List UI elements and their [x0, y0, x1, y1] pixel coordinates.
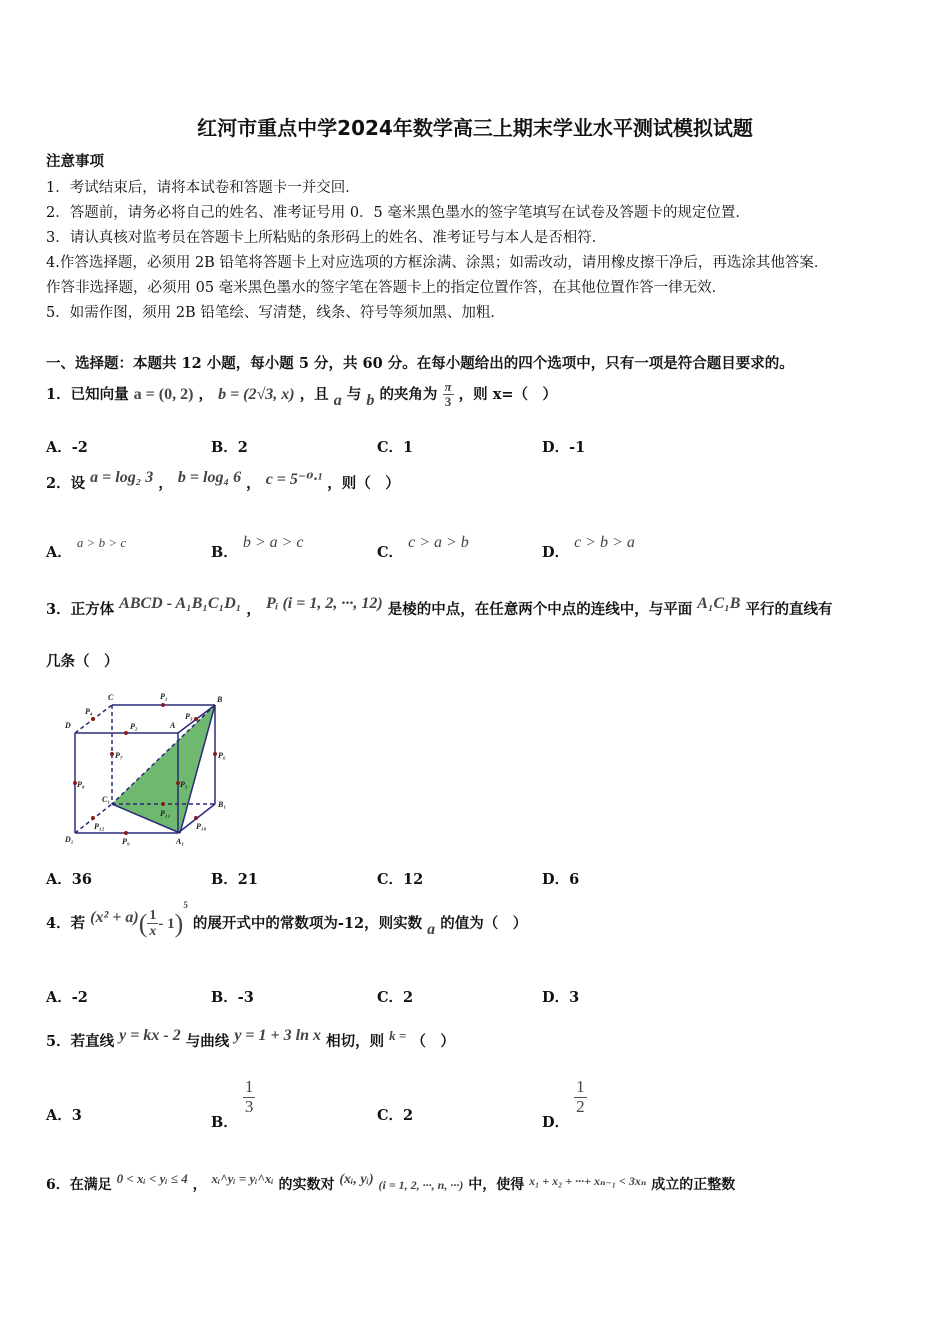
q5-frac-d: [574, 1078, 587, 1116]
q5-text2: 相切，则: [326, 1033, 385, 1050]
q3-option-d[interactable]: D．6: [542, 871, 580, 888]
fig-label: D₁: [65, 835, 74, 844]
fig-label: P₅: [180, 780, 188, 789]
notice-heading: 注意事项: [46, 153, 104, 170]
question-4: [46, 900, 528, 940]
q2-label-c: C．: [377, 544, 404, 561]
q2-option-b[interactable]: [211, 534, 304, 562]
q5-frac-b: [243, 1078, 256, 1116]
q4-frac: [147, 908, 158, 940]
fig-label: P₈: [77, 780, 85, 789]
q1-mid: ，且: [299, 385, 329, 403]
q2-option-c[interactable]: [377, 534, 469, 562]
notice-item: 3．请认真核对监考员在答题卡上所粘贴的条形码上的姓名、准考证号与本人是否相符．: [46, 230, 607, 246]
q1-num: 1．已知向量: [46, 385, 129, 403]
section-header: 一、选择题：本题共 12 小题，每小题 5 分，共 60 分。在每小题给出的四个选项中，只有一项是符合题目要求的。: [46, 355, 794, 372]
fig-label: P₁: [160, 692, 168, 701]
q2-a-def: a = log₂ 3: [90, 469, 154, 486]
fig-label: P₄: [85, 707, 93, 716]
q1-sep: ，: [198, 385, 213, 403]
q1-yu: 与: [346, 385, 362, 403]
q2-label-d: D．: [542, 544, 570, 561]
q2-expr-b: b > a > c: [242, 534, 304, 551]
q2-option-d[interactable]: [542, 534, 635, 562]
q6-ineq: x₁ + x₂ + ···+ xₙ₋₁ < 3xₙ: [529, 1174, 647, 1188]
q3-cube: ABCD - A₁B₁C₁D₁: [119, 595, 242, 612]
page-title: 红河市重点中学2024年数学高三上期末学业水平测试模拟试题: [197, 116, 753, 140]
q1-angle-den: 3: [444, 394, 452, 410]
q5-end: （ ）: [411, 1033, 455, 1050]
q3-text1: 是棱的中点，在任意两个中点的连线中，与平面: [387, 601, 693, 618]
q2-option-a[interactable]: [46, 535, 127, 562]
q2-expr-c: c > a > b: [408, 534, 469, 551]
q4-pow: 5: [183, 900, 188, 911]
notice-item: 4.作答选择题，必须用 2B 铅笔将答题卡上对应选项的方框涂满、涂黑；如需改动，请用橡皮擦干净后，再选涂其他答案．: [46, 255, 829, 271]
fig-label: P₁₂: [94, 822, 105, 831]
fig-label: P₃: [185, 712, 193, 721]
q5-label-c: C．: [377, 1107, 404, 1124]
q1-end: ，则 x=（ ）: [458, 385, 558, 403]
q2-label-b: B．: [211, 544, 238, 561]
q2-b-def: b = log₄ 6: [177, 469, 242, 486]
q5-value-a: 3: [71, 1107, 82, 1124]
q5-label-d: D．: [542, 1114, 570, 1132]
q5-option-c[interactable]: [377, 1104, 413, 1125]
q4-end: 的值为（ ）: [440, 914, 528, 932]
q2-num: 2．设: [46, 475, 86, 492]
q1-b: b: [366, 391, 375, 409]
q1-b-vec: b = (2√3, x): [218, 385, 295, 403]
fig-label: C₁: [102, 795, 111, 804]
q4-frac-num: 1: [149, 908, 157, 923]
q3-sep: ，: [246, 601, 261, 618]
q3-plane: A₁C₁B: [697, 595, 741, 612]
notice-item: 作答非选择题，必须用 05 毫米黑色墨水的签字笔在答题卡上的指定位置作答，在其他位置作答一律无效．: [46, 280, 727, 296]
q2-sep: ，: [246, 475, 261, 492]
q2-expr-a: a > b > c: [76, 535, 127, 550]
fig-label: P₁₀: [196, 822, 207, 831]
q4-a: a: [427, 920, 436, 938]
q5-value-c: 2: [403, 1107, 414, 1124]
q4-expr: (x² + a): [90, 908, 139, 926]
q4-paren: ): [174, 908, 184, 938]
fig-label: B: [217, 695, 223, 704]
q3-option-b[interactable]: B．21: [211, 871, 258, 888]
fig-label: P₉: [122, 837, 130, 846]
q5-option-a[interactable]: [46, 1104, 82, 1125]
fig-label: P₆: [218, 751, 226, 760]
q6-text2: 中，使得: [468, 1177, 525, 1193]
fig-label: C: [108, 693, 114, 702]
q5-label-a: A．: [46, 1107, 72, 1124]
q3-option-a[interactable]: A．36: [46, 871, 92, 888]
fig-label: D: [65, 721, 71, 730]
fig-label: P₁₁: [160, 809, 171, 818]
question-5: [46, 1027, 455, 1051]
cube-figure: [60, 688, 240, 850]
q3-line2: 几条（ ）: [46, 653, 119, 670]
q1-option-b[interactable]: B．2: [211, 439, 248, 456]
fig-label: A₁: [176, 837, 185, 846]
q3-text2: 平行的直线有: [745, 601, 833, 618]
q3-points: Pᵢ (i = 1, 2, ···, 12): [265, 595, 383, 612]
q6-num: 6．在满足: [46, 1177, 112, 1193]
notice-item: 2．答题前，请务必将自己的姓名、准考证号用 0．5 毫米黑色墨水的签字笔填写在试卷及答题卡的规定位置．: [46, 205, 750, 221]
question-1: [46, 380, 557, 410]
q4-option-d[interactable]: D．3: [542, 989, 580, 1006]
q2-end: ，则（ ）: [327, 475, 400, 492]
q1-a-vec: a = (0, 2): [133, 385, 194, 403]
q6-pair: (xᵢ, yᵢ): [339, 1172, 374, 1187]
q5-label-b: B．: [211, 1114, 238, 1132]
q5-curve: y = 1 + 3 ln x: [234, 1027, 322, 1044]
notice-item: 1．考试结束后，请将本试卷和答题卡一并交回．: [46, 180, 360, 196]
q5-num: 5．若直线: [46, 1033, 115, 1050]
q1-option-a[interactable]: A．-2: [46, 439, 88, 456]
question-3: [46, 595, 833, 619]
q4-minus: - 1: [158, 915, 175, 932]
q1-angle-text: 的夹角为: [379, 385, 438, 403]
q6-index: (i = 1, 2, ···, n, ···): [378, 1178, 464, 1192]
q6-cond2: xᵢ^yᵢ = yᵢ^xᵢ: [211, 1171, 274, 1186]
q1-angle-frac: [443, 380, 454, 410]
q1-angle-num: π: [444, 379, 452, 394]
question-2: [46, 469, 400, 493]
q5-frac-num: 1: [576, 1077, 585, 1096]
q5-line: y = kx - 2: [119, 1027, 181, 1044]
q2-expr-d: c > b > a: [574, 534, 635, 551]
q5-frac-den: 2: [576, 1096, 585, 1116]
q1-option-d[interactable]: D．-1: [542, 439, 586, 456]
q5-option-d[interactable]: [542, 1077, 587, 1132]
q6-text1: 的实数对: [278, 1177, 335, 1193]
q5-text1: 与曲线: [185, 1033, 230, 1050]
q1-a: a: [333, 391, 342, 409]
fig-label: B₁: [218, 800, 227, 809]
q6-text3: 成立的正整数: [651, 1177, 736, 1193]
question-6: [46, 1171, 736, 1194]
q3-num: 3．正方体: [46, 601, 115, 618]
q2-label-a: A．: [46, 544, 72, 561]
q4-option-a[interactable]: A．-2: [46, 989, 88, 1006]
q4-frac-den: x: [149, 924, 157, 940]
q5-frac-den: 3: [244, 1096, 254, 1116]
q1-option-c[interactable]: C．1: [377, 439, 414, 456]
q2-sep: ，: [158, 475, 173, 492]
q5-frac-num: 1: [244, 1077, 254, 1096]
q5-k: k =: [389, 1028, 407, 1043]
q5-option-b[interactable]: [211, 1077, 255, 1132]
q4-text: 的展开式中的常数项为-12，则实数: [192, 914, 423, 932]
q4-num: 4．若: [46, 914, 86, 932]
q3-option-c[interactable]: C．12: [377, 871, 424, 888]
q6-sep: ，: [192, 1177, 207, 1193]
fig-label: P₇: [115, 751, 123, 760]
q4-option-c[interactable]: C．2: [377, 989, 414, 1006]
q4-paren: (: [138, 908, 148, 938]
q2-c-def: c = 5⁻⁰·¹: [265, 471, 323, 488]
fig-label: P₂: [130, 722, 138, 731]
q4-option-b[interactable]: B．-3: [211, 989, 254, 1006]
notice-item: 5．如需作图，须用 2B 铅笔绘、写清楚，线条、符号等须加黑、加粗．: [46, 305, 505, 321]
fig-label: A: [170, 721, 176, 730]
q6-cond1: 0 < xᵢ < yᵢ ≤ 4: [116, 1171, 188, 1186]
